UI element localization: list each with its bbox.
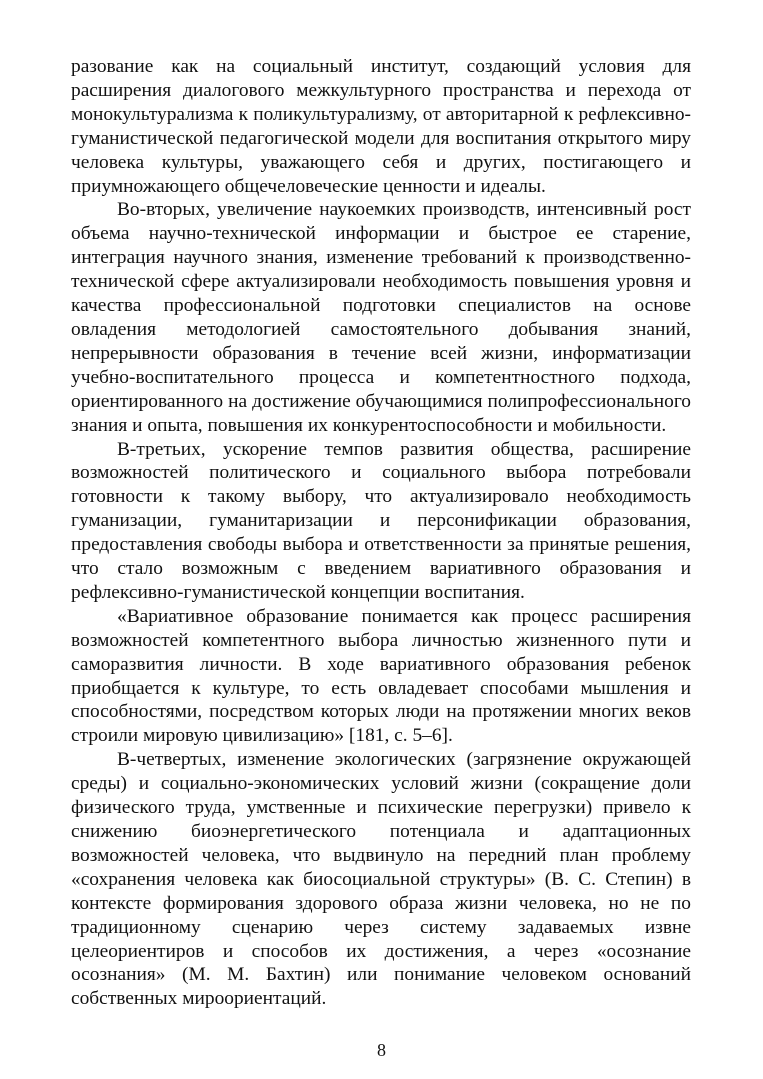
paragraph-second: Во-вторых, увеличение наукоемких производств, интенсивный рост объема научно-технической информации и быстрое ее старение, интеграция научного знания, изменение требований к производственно-технической сфере актуализировали необходимость повышения уровня и качества профессиональной подготовки специалистов на основе овладения методологией самостоятельного добывания знаний, непрерывности образования в течение всей жизни, информатизации учебно-воспитательного процесса и компетентностного подхода, ориентированного на достижение обучающимися полипрофессионального знания и опыта, повышения их конкурентоспособности и мобильности. bbox=[71, 199, 691, 436]
paragraph-continued: разование как на социальный институт, создающий условия для расширения диалогового межкультурного пространства и перехода от монокультурализма к поликультурализму, от авторитарной к рефлексивно-гуманистической педагогической модели для воспитания открытого миру человека культуры, уважающего себя и других, постигающего и приумножающего общечеловеческие ценности и идеалы. bbox=[71, 56, 691, 197]
paragraph-third: В-третьих, ускорение темпов развития общества, расширение возможностей политического и социального выбора потребовали готовности к такому выбору, что актуализировало необходимость гуманизации, гуманитаризации и персонификации образования, предоставления свободы выбора и ответственности за принятые решения, что стало возможным с введением вариативного образования и рефлексивно-гуманистической концепции воспитания. bbox=[71, 438, 691, 603]
page-body bbox=[71, 55, 691, 1011]
paragraph-fourth: В-четвертых, изменение экологических (загрязнение окружающей среды) и социально-экономических условий жизни (сокращение доли физического труда, умственные и психические перегрузки) привело к снижению биоэнергетического потенциала и адаптационных возможностей человека, что выдвинуло на передний план проблему «сохранения человека как биосоциальной структуры» (В. С. Степин) в контексте формирования здорового образа жизни человека, но не по традиционному сценарию через систему задаваемых извне целеориентиров и способов их достижения, а через «осознание осознания» (М. М. Бахтин) или понимание человеком оснований собственных мироориентаций. bbox=[71, 749, 691, 1010]
paragraph-quote: «Вариативное образование понимается как процесс расширения возможностей компетентного выбора личностью жизненного пути и саморазвития личности. В ходе вариативного образования ребенок приобщается к культуре, то есть овладевает способами мышления и способностями, посредством которых люди на протяжении многих веков строили мировую цивилизацию» [181, с. 5–6]. bbox=[71, 605, 691, 747]
page-number: 8 bbox=[377, 1040, 386, 1060]
